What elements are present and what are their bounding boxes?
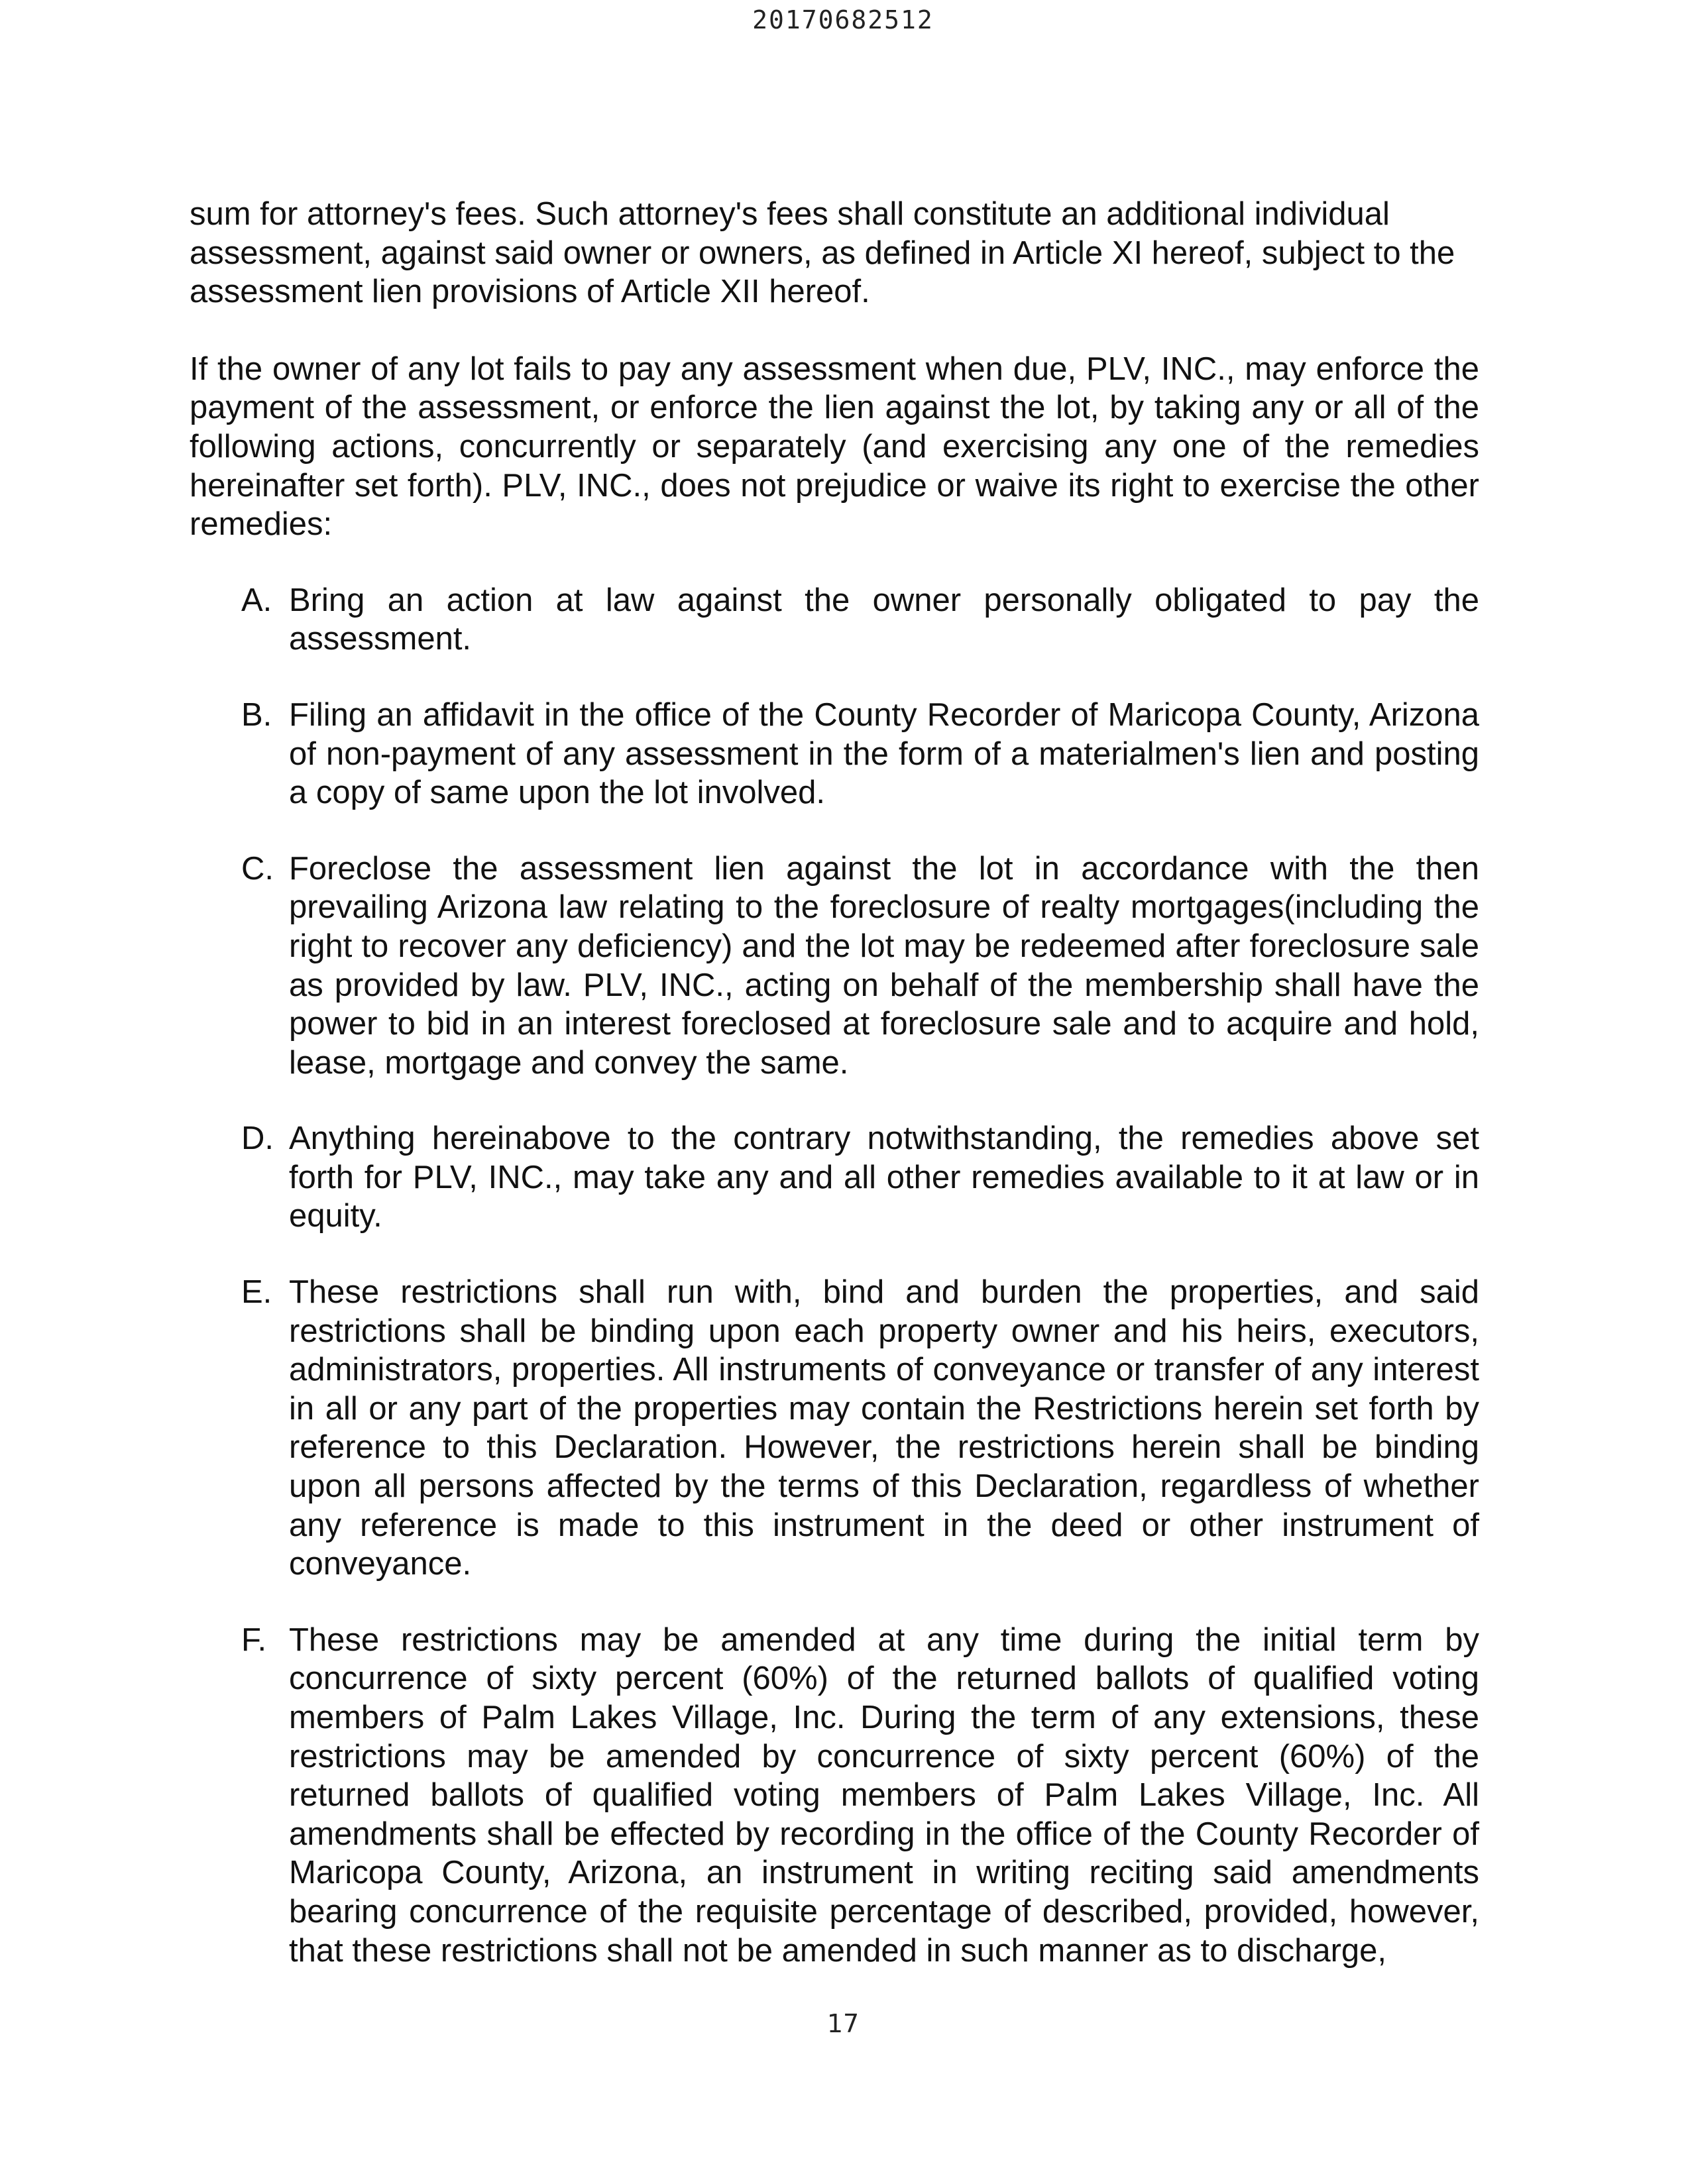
list-item-a	[241, 581, 1479, 659]
list-letter: A.	[241, 582, 272, 618]
list-text: Foreclose the assessment lien against the lot in accordance with the then prevailing Arizona law relating to the foreclosure of realty mortgages(including the right to recover any deficiency) and the lot may be redeemed after foreclosure sale as provided by law. PLV, INC., acting on behalf of the membership shall have the power to bid in an interest foreclosed at foreclosure sale and to acquire and hold, lease, mortgage and convey the same.	[289, 850, 1479, 1081]
list-item-f	[241, 1621, 1479, 1970]
list-item-c	[241, 849, 1479, 1083]
document-body	[190, 195, 1479, 2007]
list-letter: E.	[241, 1274, 272, 1311]
remedies-list	[190, 581, 1479, 1970]
paragraph-attorney-fees: sum for attorney's fees. Such attorney's fees shall constitute an additional individual assessment, against said owner or owners, as defined in Article XI hereof, subject to the assessment lien provisions of Article XII hereof.	[190, 196, 1455, 310]
list-letter: B.	[241, 696, 272, 733]
list-text: Bring an action at law against the owner personally obligated to pay the assessment.	[289, 582, 1479, 657]
list-item-e	[241, 1273, 1479, 1584]
list-text: Anything hereinabove to the contrary notwithstanding, the remedies above set forth for PLV, INC., may take any and all other remedies available to it at law or in equity.	[289, 1120, 1479, 1234]
list-text: These restrictions shall run with, bind and burden the properties, and said restrictions shall be binding upon each property owner and his heirs, executors, administrators, properties. All instruments of conveyance or transfer of any interest in all or any part of the properties may contain the Restrictions herein set forth by reference to this Declaration. However, the restrictions herein shall be binding upon all persons affected by the terms of this Declaration, regardless of whether any reference is made to this instrument in the deed or other instrument of conveyance.	[289, 1274, 1479, 1582]
list-item-d	[241, 1119, 1479, 1236]
page-number: 17	[826, 2009, 860, 2038]
list-text: These restrictions may be amended at any time during the initial term by concurrence of sixty percent (60%) of the returned ballots of qualified voting members of Palm Lakes Village, Inc. During the term of any extensions, these restrictions may be amended by concurrence of sixty percent (60%) of the returned ballots of qualified voting members of Palm Lakes Village, Inc. All amendments shall be effected by recording in the office of the County Recorder of Maricopa County, Arizona, an instrument in writing reciting said amendments bearing concurrence of the requisite percentage of described, provided, however, that these restrictions shall not be amended in such manner as to discharge,	[289, 1621, 1479, 1969]
list-letter: F.	[241, 1621, 267, 1658]
list-letter: C.	[241, 850, 274, 887]
list-text: Filing an affidavit in the office of the County Recorder of Maricopa County, Arizona of non-payment of any assessment in the form of a materialmen's lien and posting a copy of same upon the lot involved.	[289, 696, 1479, 811]
document-number: 20170682512	[752, 5, 934, 34]
list-item-b	[241, 696, 1479, 812]
paragraph-enforcement: If the owner of any lot fails to pay any assessment when due, PLV, INC., may enforce the payment of the assessment, or enforce the lien against the lot, by taking any or all of the following actions, concurrently or separately (and exercising any one of the remedies hereinafter set forth). PLV, INC., does not prejudice or waive its right to exercise the other remedies:	[190, 351, 1479, 543]
list-letter: D.	[241, 1120, 274, 1157]
